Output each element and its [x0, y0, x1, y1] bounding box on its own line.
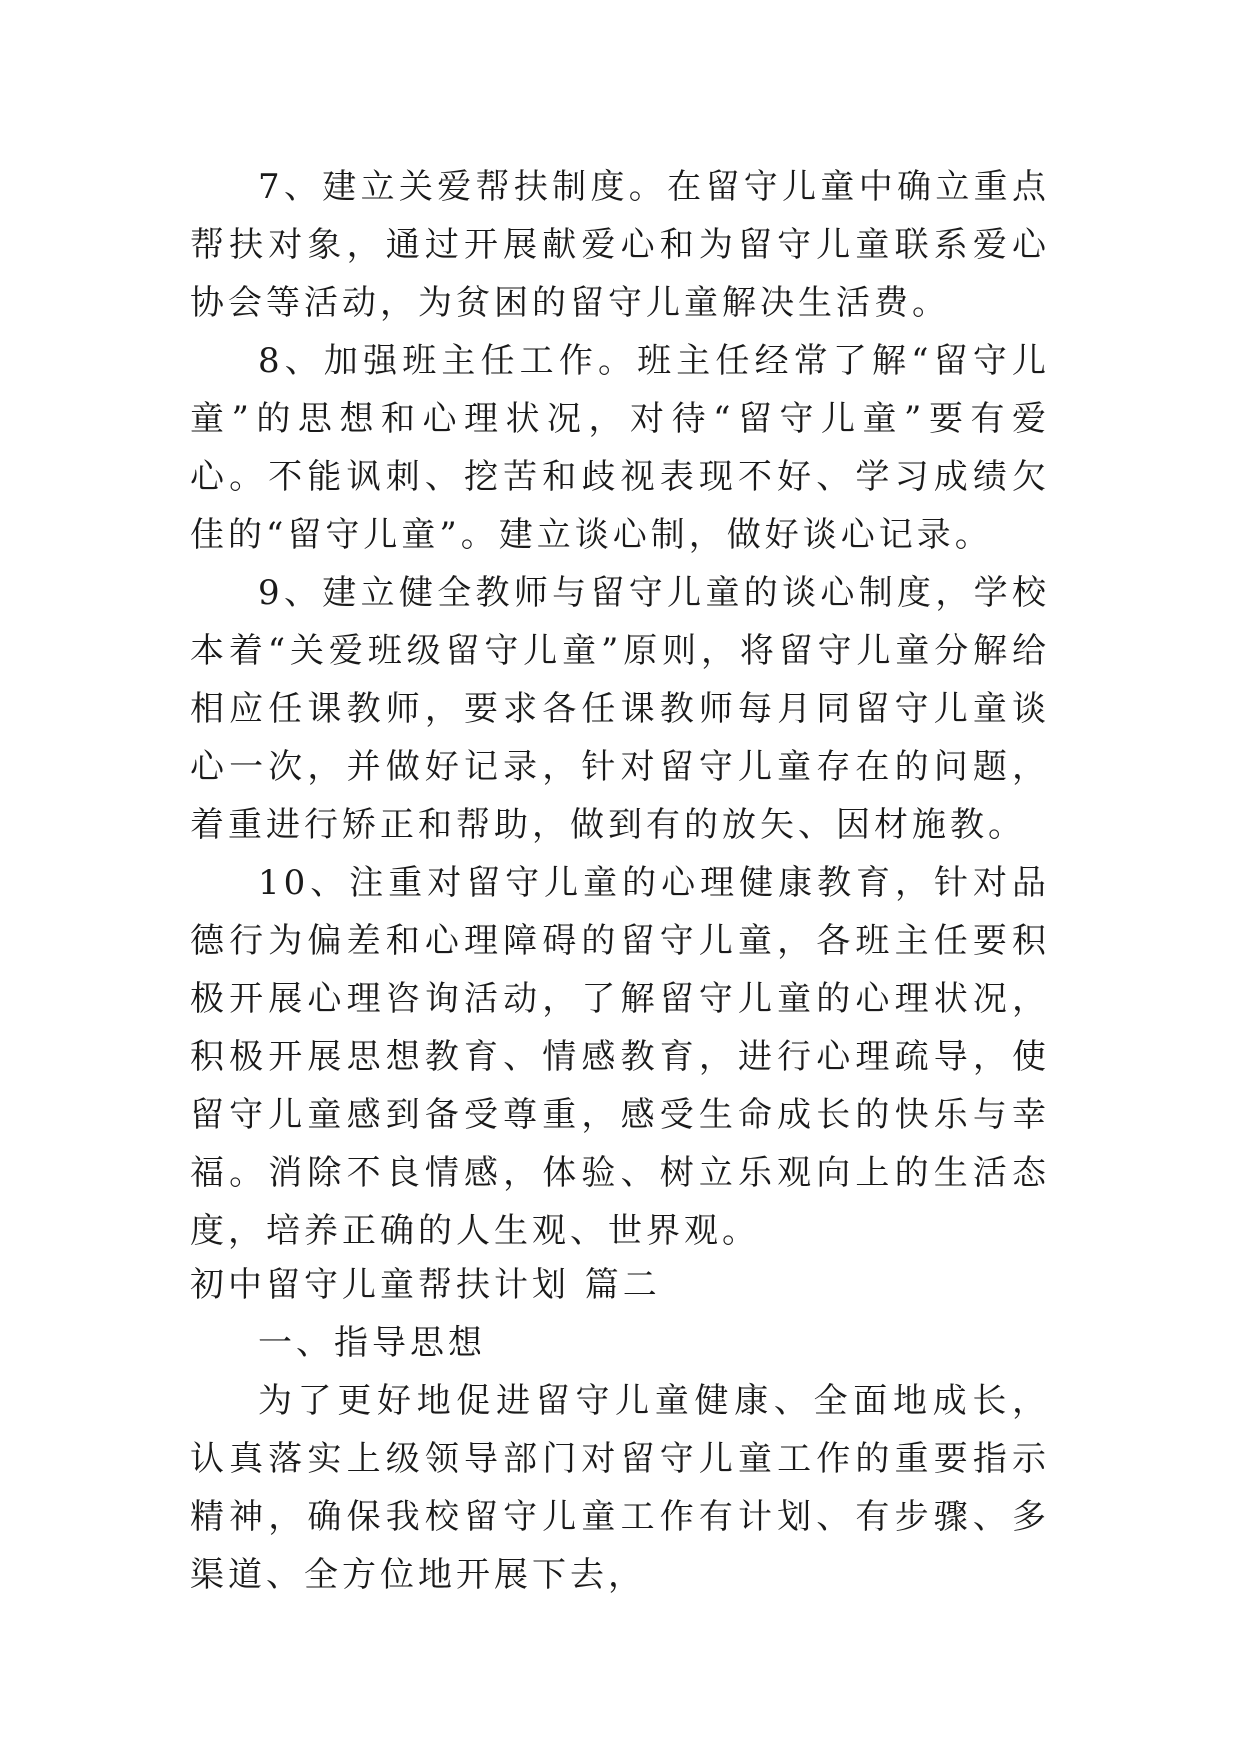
paragraph-8: 8、加强班主任工作。班主任经常了解“留守儿童”的思想和心理状况，对待“留守儿童”要有爱心。不能讽刺、挖苦和歧视表现不好、学习成绩欠佳的“留守儿童”。建立谈心制，做好谈心记录。: [190, 341, 1050, 555]
section-paragraph: 为了更好地促进留守儿童健康、全面地成长，认真落实上级领导部门对留守儿童工作的重要指示精神，确保我校留守儿童工作有计划、有步骤、多渠道、全方位地开展下去，: [190, 1381, 1050, 1595]
paragraph-10: 10、注重对留守儿童的心理健康教育，针对品德行为偏差和心理障碍的留守儿童，各班主任要积极开展心理咨询活动，了解留守儿童的心理状况，积极开展思想教育、情感教育，进行心理疏导，使留守儿童感到备受尊重，感受生命成长的快乐与幸福。消除不良情感，体验、树立乐观向上的生活态度，培养正确的人生观、世界观。: [190, 863, 1050, 1251]
section-subheading: 一、指导思想: [258, 1323, 486, 1363]
paragraph-9: 9、建立健全教师与留守儿童的谈心制度，学校本着“关爱班级留守儿童”原则，将留守儿童分解给相应任课教师，要求各任课教师每月同留守儿童谈心一次，并做好记录，针对留守儿童存在的问题，着重进行矫正和帮助，做到有的放矢、因材施教。: [190, 573, 1050, 845]
body-text: [190, 158, 1050, 1260]
section-two: [190, 1256, 1050, 1604]
section-title: 初中留守儿童帮扶计划 篇二: [190, 1265, 661, 1305]
paragraph-7: 7、建立关爱帮扶制度。在留守儿童中确立重点帮扶对象，通过开展献爱心和为留守儿童联系爱心协会等活动，为贫困的留守儿童解决生活费。: [190, 167, 1050, 323]
